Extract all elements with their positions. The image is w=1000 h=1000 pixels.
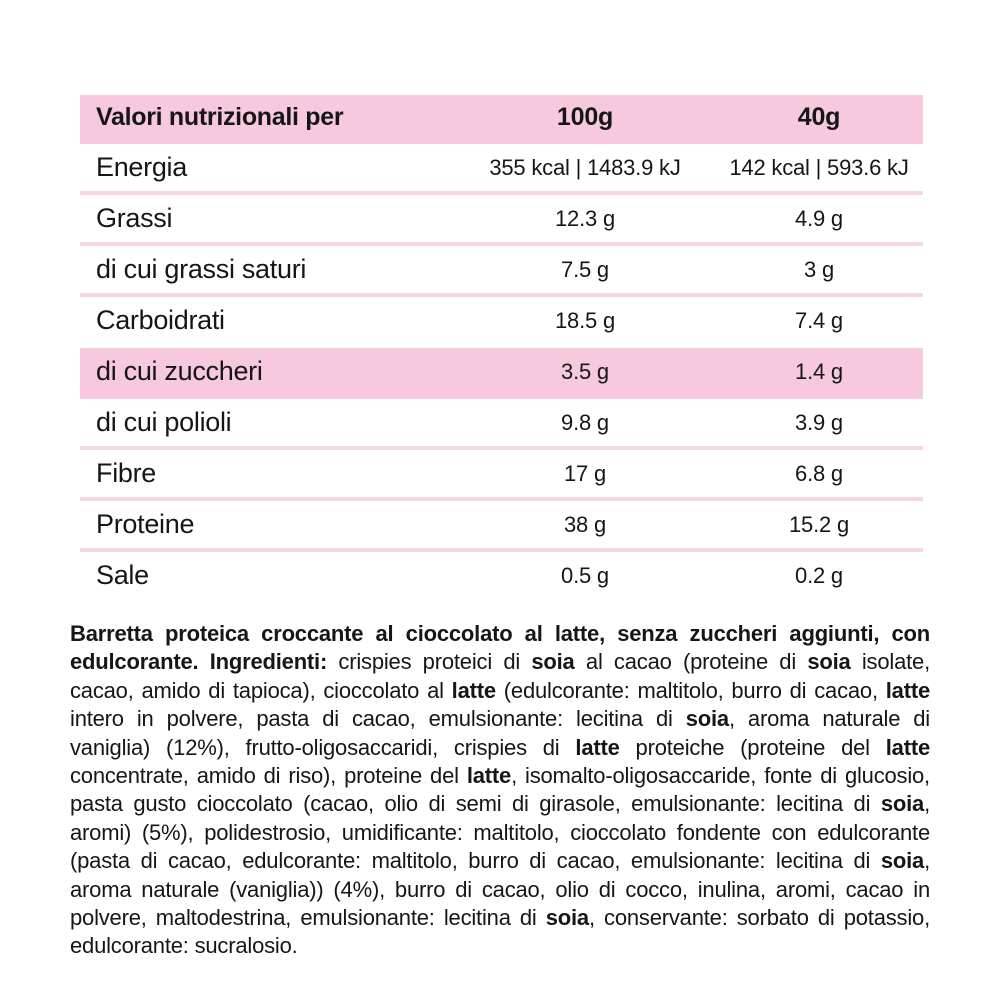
- table-row: [80, 450, 923, 501]
- row-value-100g: 12.3 g: [555, 205, 615, 231]
- ingredient-segment: , aroma naturale (vaniglia)) (4%), burro di cacao, olio di cocco, inulina, aromi, cacao in polvere, maltodestrina, emulsionante: lecitina di: [70, 848, 930, 931]
- ingredient-segment: soia: [545, 905, 589, 931]
- row-value-40g: 142 kcal | 593.6 kJ: [729, 154, 909, 180]
- ingredient-segment: isolate, cacao, amido di tapioca), cioccolato al: [70, 649, 930, 703]
- ingredients-paragraph: [70, 620, 930, 961]
- row-label: Carboidrati: [96, 305, 225, 335]
- table-row: [80, 552, 923, 603]
- ingredient-segment: Barretta proteica croccante al cioccolato al latte, senza zuccheri aggiunti, con edulcorante. Ingredienti:: [70, 621, 930, 675]
- row-label: Fibre: [96, 458, 157, 488]
- table-header-row: [80, 95, 923, 144]
- ingredient-segment: , aroma naturale di vaniglia) (12%), frutto-oligosaccaridi, crispies di: [70, 706, 930, 760]
- row-value-40g: 6.8 g: [795, 460, 843, 486]
- ingredient-segment: crispies proteici di: [327, 649, 532, 675]
- ingredient-segment: , isomalto-oligosaccaride, fonte di glucosio, pasta gusto cioccolato (cacao, olio di semi di girasole, emulsionante: lecitina di: [70, 763, 930, 817]
- ingredient-segment: concentrate, amido di riso), proteine del: [70, 763, 467, 789]
- ingredient-segment: soia: [685, 706, 729, 732]
- table-row: [80, 348, 923, 399]
- ingredient-segment: soia: [880, 848, 925, 874]
- table-row: [80, 501, 923, 552]
- row-value-40g: 0.2 g: [795, 562, 843, 588]
- row-label: di cui grassi saturi: [96, 254, 307, 284]
- row-label: Proteine: [96, 509, 195, 539]
- ingredient-segment: soia: [531, 649, 575, 675]
- row-label: Energia: [96, 152, 187, 182]
- table-body: [80, 144, 923, 603]
- row-label: di cui polioli: [96, 407, 232, 437]
- row-label: Grassi: [96, 203, 173, 233]
- row-value-100g: 0.5 g: [561, 562, 609, 588]
- row-label: di cui zuccheri: [96, 356, 263, 386]
- ingredient-segment: latte: [451, 677, 496, 703]
- ingredient-segment: latte: [575, 734, 620, 760]
- ingredient-segment: latte: [466, 763, 512, 789]
- ingredient-segment: , aromi) (5%), polidestrosio, umidificante: maltitolo, cioccolato fondente con edulcorante (pasta di cacao, edulcorante: maltitolo, burro di cacao, emulsionante: lecitina di: [70, 791, 930, 874]
- nutrition-table: [80, 95, 923, 603]
- table-row: [80, 195, 923, 246]
- table-row: [80, 399, 923, 450]
- row-value-100g: 18.5 g: [555, 307, 615, 333]
- row-value-40g: 7.4 g: [795, 307, 843, 333]
- ingredient-segment: soia: [880, 791, 925, 817]
- row-value-100g: 3.5 g: [561, 358, 609, 384]
- row-value-40g: 4.9 g: [795, 205, 843, 231]
- row-value-100g: 9.8 g: [561, 409, 609, 435]
- row-value-100g: 17 g: [563, 460, 607, 486]
- row-value-100g: 355 kcal | 1483.9 kJ: [489, 154, 681, 180]
- row-label: Sale: [96, 560, 149, 590]
- row-value-40g: 3 g: [804, 256, 834, 282]
- row-value-40g: 15.2 g: [789, 511, 849, 537]
- ingredient-segment: intero in polvere, pasta di cacao, emulsionante: lecitina di: [70, 706, 686, 732]
- row-value-100g: 7.5 g: [561, 256, 609, 282]
- table-header-title: Valori nutrizionali per: [96, 103, 344, 131]
- ingredient-segment: al cacao (proteine di: [574, 649, 808, 675]
- ingredient-segment: (edulcorante: maltitolo, burro di cacao,: [495, 677, 886, 703]
- table-header-col-40g: 40g: [797, 103, 841, 131]
- ingredient-segment: soia: [807, 649, 851, 675]
- table-row: [80, 297, 923, 348]
- row-value-100g: 38 g: [563, 511, 607, 537]
- table-row: [80, 246, 923, 297]
- ingredient-segment: , conservante: sorbato di potassio, edulcorante: sucralosio.: [70, 905, 930, 959]
- table-row: [80, 144, 923, 195]
- row-value-40g: 3.9 g: [795, 409, 843, 435]
- table-header-col-100g: 100g: [556, 103, 614, 131]
- ingredient-segment: latte: [885, 734, 931, 760]
- row-value-40g: 1.4 g: [795, 358, 843, 384]
- ingredient-segment: proteiche (proteine del: [619, 734, 886, 760]
- ingredient-segment: latte: [885, 677, 930, 703]
